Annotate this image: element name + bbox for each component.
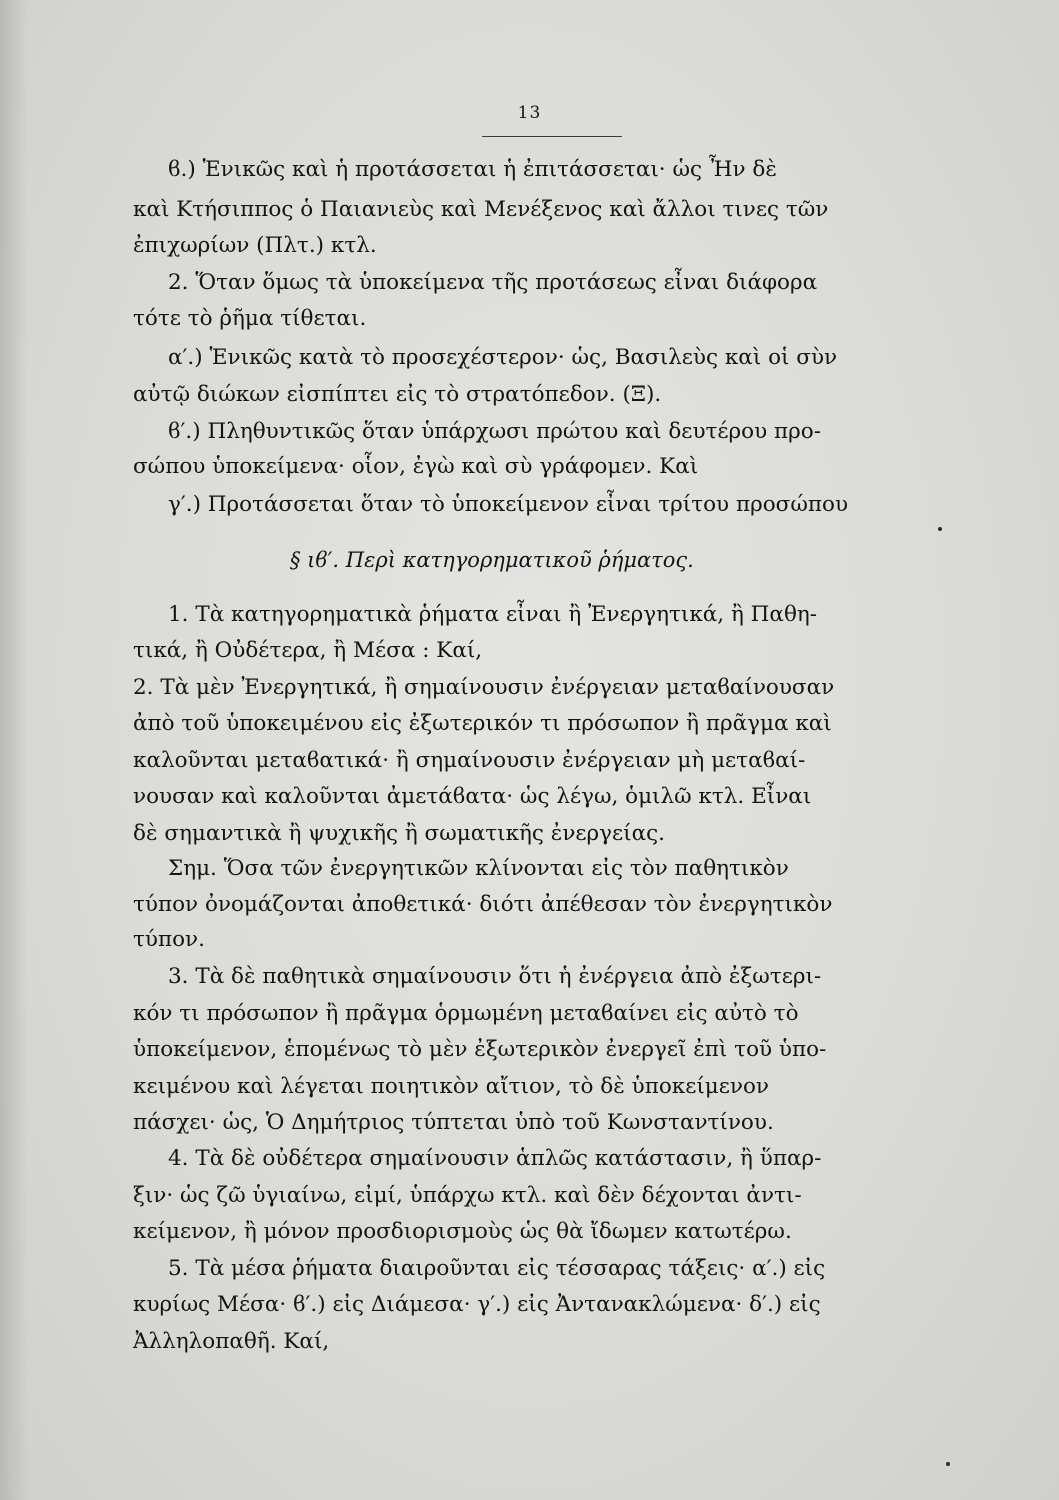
text-line: α′.) Ἑνικῶς κατὰ τὸ προσεχέστερον· ὡς, Βασιλεὺς καὶ οἱ σὺν xyxy=(168,345,838,370)
text-line: 4. Τὰ δὲ οὐδέτερα σημαίνουσιν ἁπλῶς κατάστασιν, ἢ ὕπαρ- xyxy=(168,1146,822,1171)
text-line: ϐ′.) Πληθυντικῶς ὅταν ὑπάρχωσι πρώτου καὶ δευτέρου προ- xyxy=(168,419,822,444)
text-line: τικά, ἢ Οὐδέτερα, ἢ Μέσα : Καί, xyxy=(133,638,483,663)
text-line: τότε τὸ ῥῆμα τίθεται. xyxy=(133,306,367,331)
ink-speck xyxy=(946,1462,950,1466)
text-line: ϐ.) Ἑνικῶς καὶ ἡ προτάσσεται ἡ ἐπιτάσσεται· ὡς Ἦν δὲ xyxy=(168,157,777,182)
text-line: σώπου ὑποκείμενα· οἷον, ἐγὼ καὶ σὺ γράφομεν. Καὶ xyxy=(133,454,699,479)
text-line: ὑποκείμενον, ἑπομένως τὸ μὲν ἐξωτερικὸν ἐνεργεῖ ἐπὶ τοῦ ὑπο- xyxy=(133,1037,827,1062)
page-edge-shadow xyxy=(0,0,28,1500)
header-rule xyxy=(482,136,622,137)
text-line: κείμενον, ἢ μόνον προσδιορισμοὺς ὡς θὰ ἴδωμεν κατωτέρω. xyxy=(133,1219,792,1244)
text-line: δὲ σημαντικὰ ἢ ψυχικῆς ἢ σωματικῆς ἐνεργείας. xyxy=(133,821,665,846)
text-line: αὐτῷ διώκων εἰσπίπτει εἰς τὸ στρατόπεδον. (Ξ). xyxy=(133,382,662,407)
text-line: 3. Τὰ δὲ παθητικὰ σημαίνουσιν ὅτι ἡ ἐνέργεια ἀπὸ ἐξωτερι- xyxy=(168,964,822,989)
text-line: 5. Τὰ μέσα ῥήματα διαιροῦνται εἰς τέσσαρας τάξεις· α′.) εἰς xyxy=(168,1256,826,1281)
text-line: 2. Ὅταν ὅμως τὰ ὑποκείμενα τῆς προτάσεως εἶναι διάφορα xyxy=(168,270,818,295)
text-line: καλοῦνται μεταϐατικά· ἢ σημαίνουσιν ἐνέργειαν μὴ μεταϐαί- xyxy=(133,748,806,773)
text-line: καὶ Κτήσιππος ὁ Παιανιεὺς καὶ Μενέξενος καὶ ἄλλοι τινες τῶν xyxy=(133,197,829,222)
text-line: 1. Τὰ κατηγορηματικὰ ῥήματα εἶναι ἢ Ἐνεργητικά, ἢ Παθη- xyxy=(168,602,818,627)
ink-speck xyxy=(938,527,942,531)
text-line: 2. Τὰ μὲν Ἐνεργητικά, ἢ σημαίνουσιν ἐνέργειαν μεταϐαίνουσαν xyxy=(133,675,835,700)
text-line: νουσαν καὶ καλοῦνται ἀμετάϐατα· ὡς λέγω, ὁμιλῶ κτλ. Εἶναι xyxy=(133,784,812,809)
section-heading: § ιϐ′. Περὶ κατηγορηματικοῦ ῥήματος. xyxy=(290,548,694,572)
text-line: κυρίως Μέσα· ϐ′.) εἰς Διάμεσα· γ′.) εἰς Ἀντανακλώμενα· δ′.) εἰς xyxy=(133,1292,821,1317)
text-line: ξιν· ὡς ζῶ ὑγιαίνω, εἰμί, ὑπάρχω κτλ. καὶ δὲν δέχονται ἀντι- xyxy=(133,1183,802,1208)
text-line: γ′.) Προτάσσεται ὅταν τὸ ὑποκείμενον εἶναι τρίτου προσώπου xyxy=(168,492,849,517)
text-line: Σημ. Ὅσα τῶν ἐνεργητικῶν κλίνονται εἰς τὸν παθητικὸν xyxy=(168,856,789,881)
text-line: κειμένου καὶ λέγεται ποιητικὸν αἴτιον, τὸ δὲ ὑποκείμενον xyxy=(133,1074,769,1099)
text-line: τύπον ὀνομάζονται ἀποθετικά· διότι ἀπέθεσαν τὸν ἐνεργητικὸν xyxy=(133,892,833,917)
text-line: ἐπιχωρίων (Πλτ.) κτλ. xyxy=(133,233,377,258)
text-line: πάσχει· ὡς, Ὁ Δημήτριος τύπτεται ὑπὸ τοῦ Κωνσταντίνου. xyxy=(133,1110,774,1135)
text-line: κόν τι πρόσωπον ἢ πρᾶγμα ὁρμωμένη μεταϐαίνει εἰς αὐτὸ τὸ xyxy=(133,1001,799,1026)
page-number: 13 xyxy=(517,103,542,123)
text-line: ἀπὸ τοῦ ὑποκειμένου εἰς ἐξωτερικόν τι πρόσωπον ἢ πρᾶγμα καὶ xyxy=(133,711,832,736)
text-line: τύπον. xyxy=(133,927,205,952)
text-line: Ἀλληλοπαθῆ. Καί, xyxy=(133,1329,330,1354)
